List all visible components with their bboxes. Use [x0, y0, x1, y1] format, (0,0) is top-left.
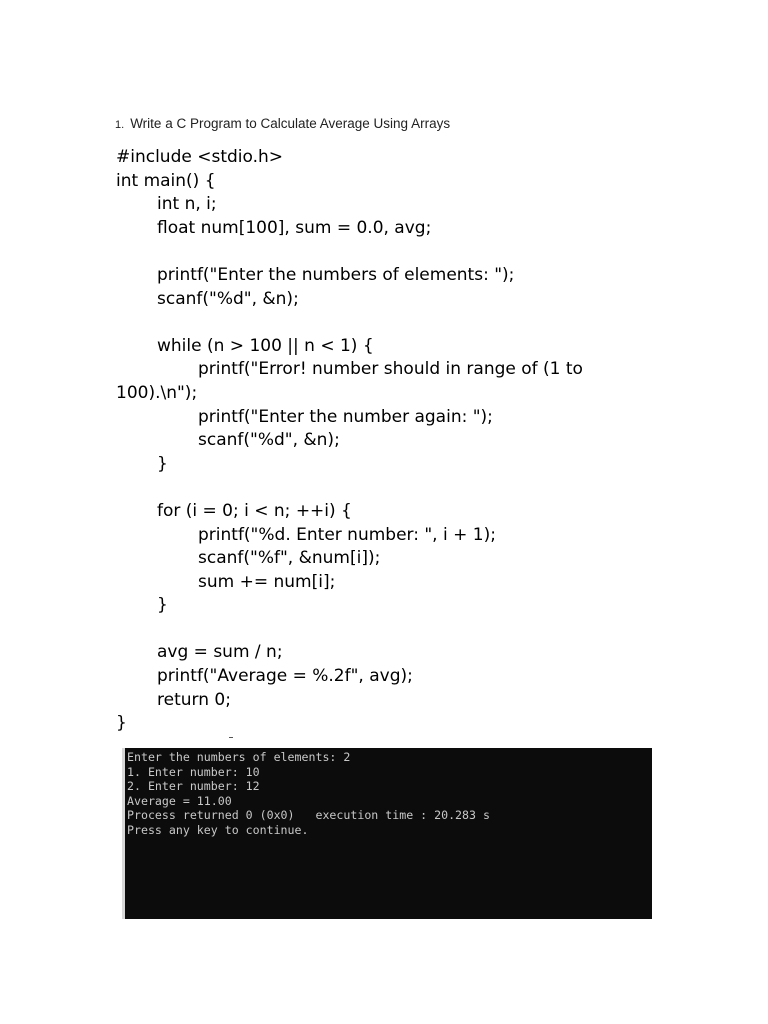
- code-line: printf("Enter the numbers of elements: ");: [157, 264, 515, 285]
- console-line: Process returned 0 (0x0) execution time : 20.283 s: [127, 808, 490, 822]
- question-number: 1.: [115, 119, 125, 131]
- code-line: for (i = 0; i < n; ++i) {: [157, 500, 352, 521]
- code-line: }: [157, 453, 168, 474]
- console-line: Press any key to continue.: [127, 822, 309, 837]
- code-line: printf("%d. Enter number: ", i + 1);: [198, 524, 496, 545]
- code-line: avg = sum / n;: [157, 642, 283, 663]
- code-line: [116, 240, 656, 264]
- code-line: printf("Error! number should in range of (1 to: [198, 359, 583, 380]
- stray-mark: [229, 737, 233, 738]
- code-line: int n, i;: [157, 194, 217, 215]
- code-line: scanf("%f", &num[i]);: [198, 548, 381, 569]
- code-line: [116, 476, 656, 500]
- code-line: printf("Average = %.2f", avg);: [157, 666, 413, 687]
- code-line: [116, 618, 656, 642]
- code-line: scanf("%d", &n);: [198, 430, 340, 451]
- code-line: printf("Enter the number again: ");: [198, 406, 493, 427]
- code-line: float num[100], sum = 0.0, avg;: [157, 217, 432, 238]
- code-line: return 0;: [157, 689, 231, 710]
- code-line: int main() {: [116, 170, 216, 191]
- code-listing: [116, 146, 656, 736]
- code-line: }: [116, 713, 127, 734]
- question-heading: [115, 116, 450, 131]
- code-line: 100).\n");: [116, 382, 198, 403]
- code-line: }: [157, 595, 168, 616]
- code-line: scanf("%d", &n);: [157, 288, 299, 309]
- code-line: while (n > 100 || n < 1) {: [157, 335, 374, 356]
- code-line: sum += num[i];: [198, 571, 336, 592]
- console-line: 1. Enter number: 10: [127, 764, 260, 779]
- console-output-window: [122, 748, 652, 919]
- code-line: #include <stdio.h>: [116, 147, 284, 167]
- console-line: Enter the numbers of elements: 2: [127, 750, 351, 764]
- question-text: Write a C Program to Calculate Average Using Arrays: [130, 116, 451, 131]
- code-line: [116, 311, 656, 335]
- console-line: 2. Enter number: 12: [127, 779, 260, 793]
- console-line: Average = 11.00: [127, 793, 232, 808]
